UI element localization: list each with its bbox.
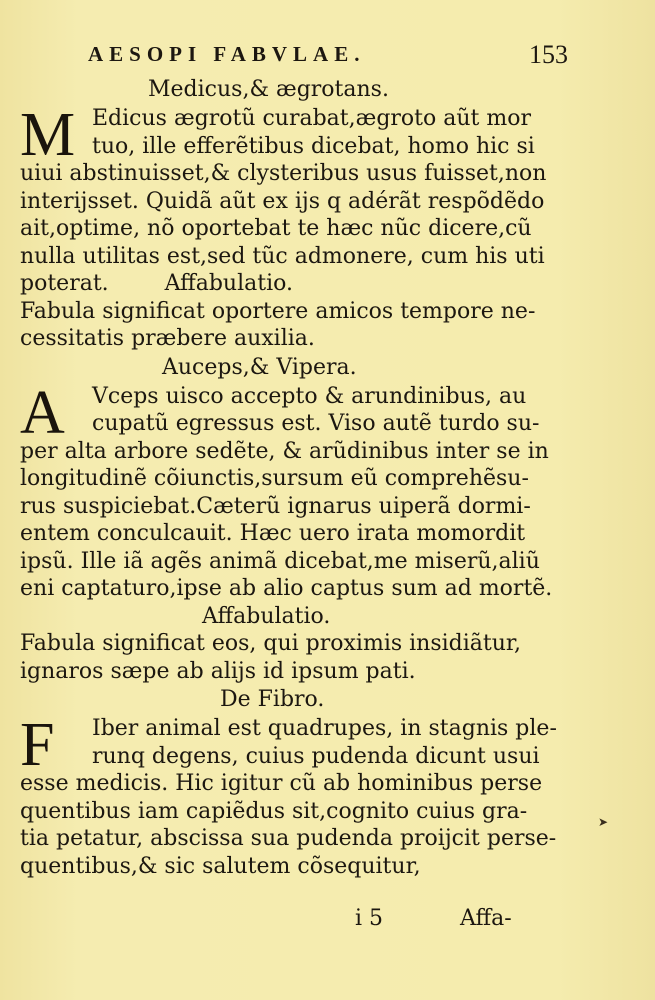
text-line: poterat. Affabulatio. — [20, 271, 293, 296]
text-line: tuo, ille efferẽtibus dicebat, homo hic si — [92, 133, 535, 159]
catchword: Affa- — [460, 906, 512, 931]
text-line: interijsset. Quidã aũt ex ijs q adérãt respõdẽdo — [20, 188, 545, 214]
text-line: ait,optime, nõ oportebat te hæc nũc dicere,cũ — [20, 216, 532, 241]
text-line: nulla utilitas est,sed tũc admonere, cum his uti — [20, 243, 545, 269]
drop-capital: F — [20, 711, 55, 779]
signature-mark: i 5 — [355, 906, 384, 931]
fable-title: De Fibro. — [220, 687, 325, 712]
fable-paragraph — [20, 378, 553, 686]
ink-mark: ➤ — [598, 815, 609, 829]
text-line: quentibus,& sic salutem cõsequitur, — [20, 853, 421, 879]
text-line: uiui abstinuisset,& clysteribus usus fuisset,non — [20, 161, 547, 186]
text-line: runq degens, cuius pudenda dicunt usui — [92, 743, 540, 769]
fable-paragraph — [20, 711, 557, 880]
running-head-title: AESOPI FABVLAE. — [88, 42, 366, 66]
fable-paragraph — [20, 101, 547, 353]
text-line: rus suspiciebat.Cæterũ ignarus uiperã dormi- — [20, 493, 531, 519]
drop-capital: M — [20, 101, 76, 169]
text-line: Vceps uisco accepto & arundinibus, au — [92, 383, 527, 409]
text-line: tia petatur, abscissa sua pudenda proijcit perse- — [20, 826, 557, 851]
text-line: Edicus ægrotũ curabat,ægroto aũt mor — [92, 106, 531, 131]
page-number: 153 — [529, 40, 568, 69]
text-line: longitudinẽ cõiunctis,sursum eũ comprehẽsu- — [20, 466, 529, 491]
text-line: Iber animal est quadrupes, in stagnis ple- — [92, 716, 557, 741]
affabulatio-heading: Affabulatio. — [202, 603, 331, 629]
fable-title: Auceps,& Vipera. — [162, 354, 357, 380]
text-line: cupatũ egressus est. Viso autẽ turdo su- — [92, 411, 540, 436]
text-line: ipsũ. Ille iã agẽs animã dicebat,me miserũ,aliũ — [20, 548, 540, 574]
text-line: entem conculcauit. Hæc uero irata momordit — [20, 521, 526, 546]
text-line: eni captaturo,ipse ab alio captus sum ad mortẽ. — [20, 576, 553, 601]
moral-line: Fabula significat oportere amicos tempore ne- — [20, 298, 536, 324]
moral-line: ignaros sæpe ab alijs id ipsum pati. — [20, 658, 416, 684]
drop-capital: A — [20, 378, 65, 447]
text-block — [20, 75, 557, 880]
running-head — [88, 36, 568, 70]
moral-line: Fabula significat eos, qui proximis insidiãtur, — [20, 631, 522, 656]
moral-line: cessitatis præbere auxilia. — [20, 326, 315, 351]
text-line: esse medicis. Hic igitur cũ ab hominibus perse — [20, 771, 543, 796]
page-footer — [350, 906, 530, 936]
fable-title: Medicus,& ægrotans. — [148, 77, 389, 102]
text-line: per alta arbore sedẽte, & arũdinibus inter se in — [20, 438, 549, 464]
text-line: quentibus iam capiẽdus sit,cognito cuius gra- — [20, 798, 528, 824]
